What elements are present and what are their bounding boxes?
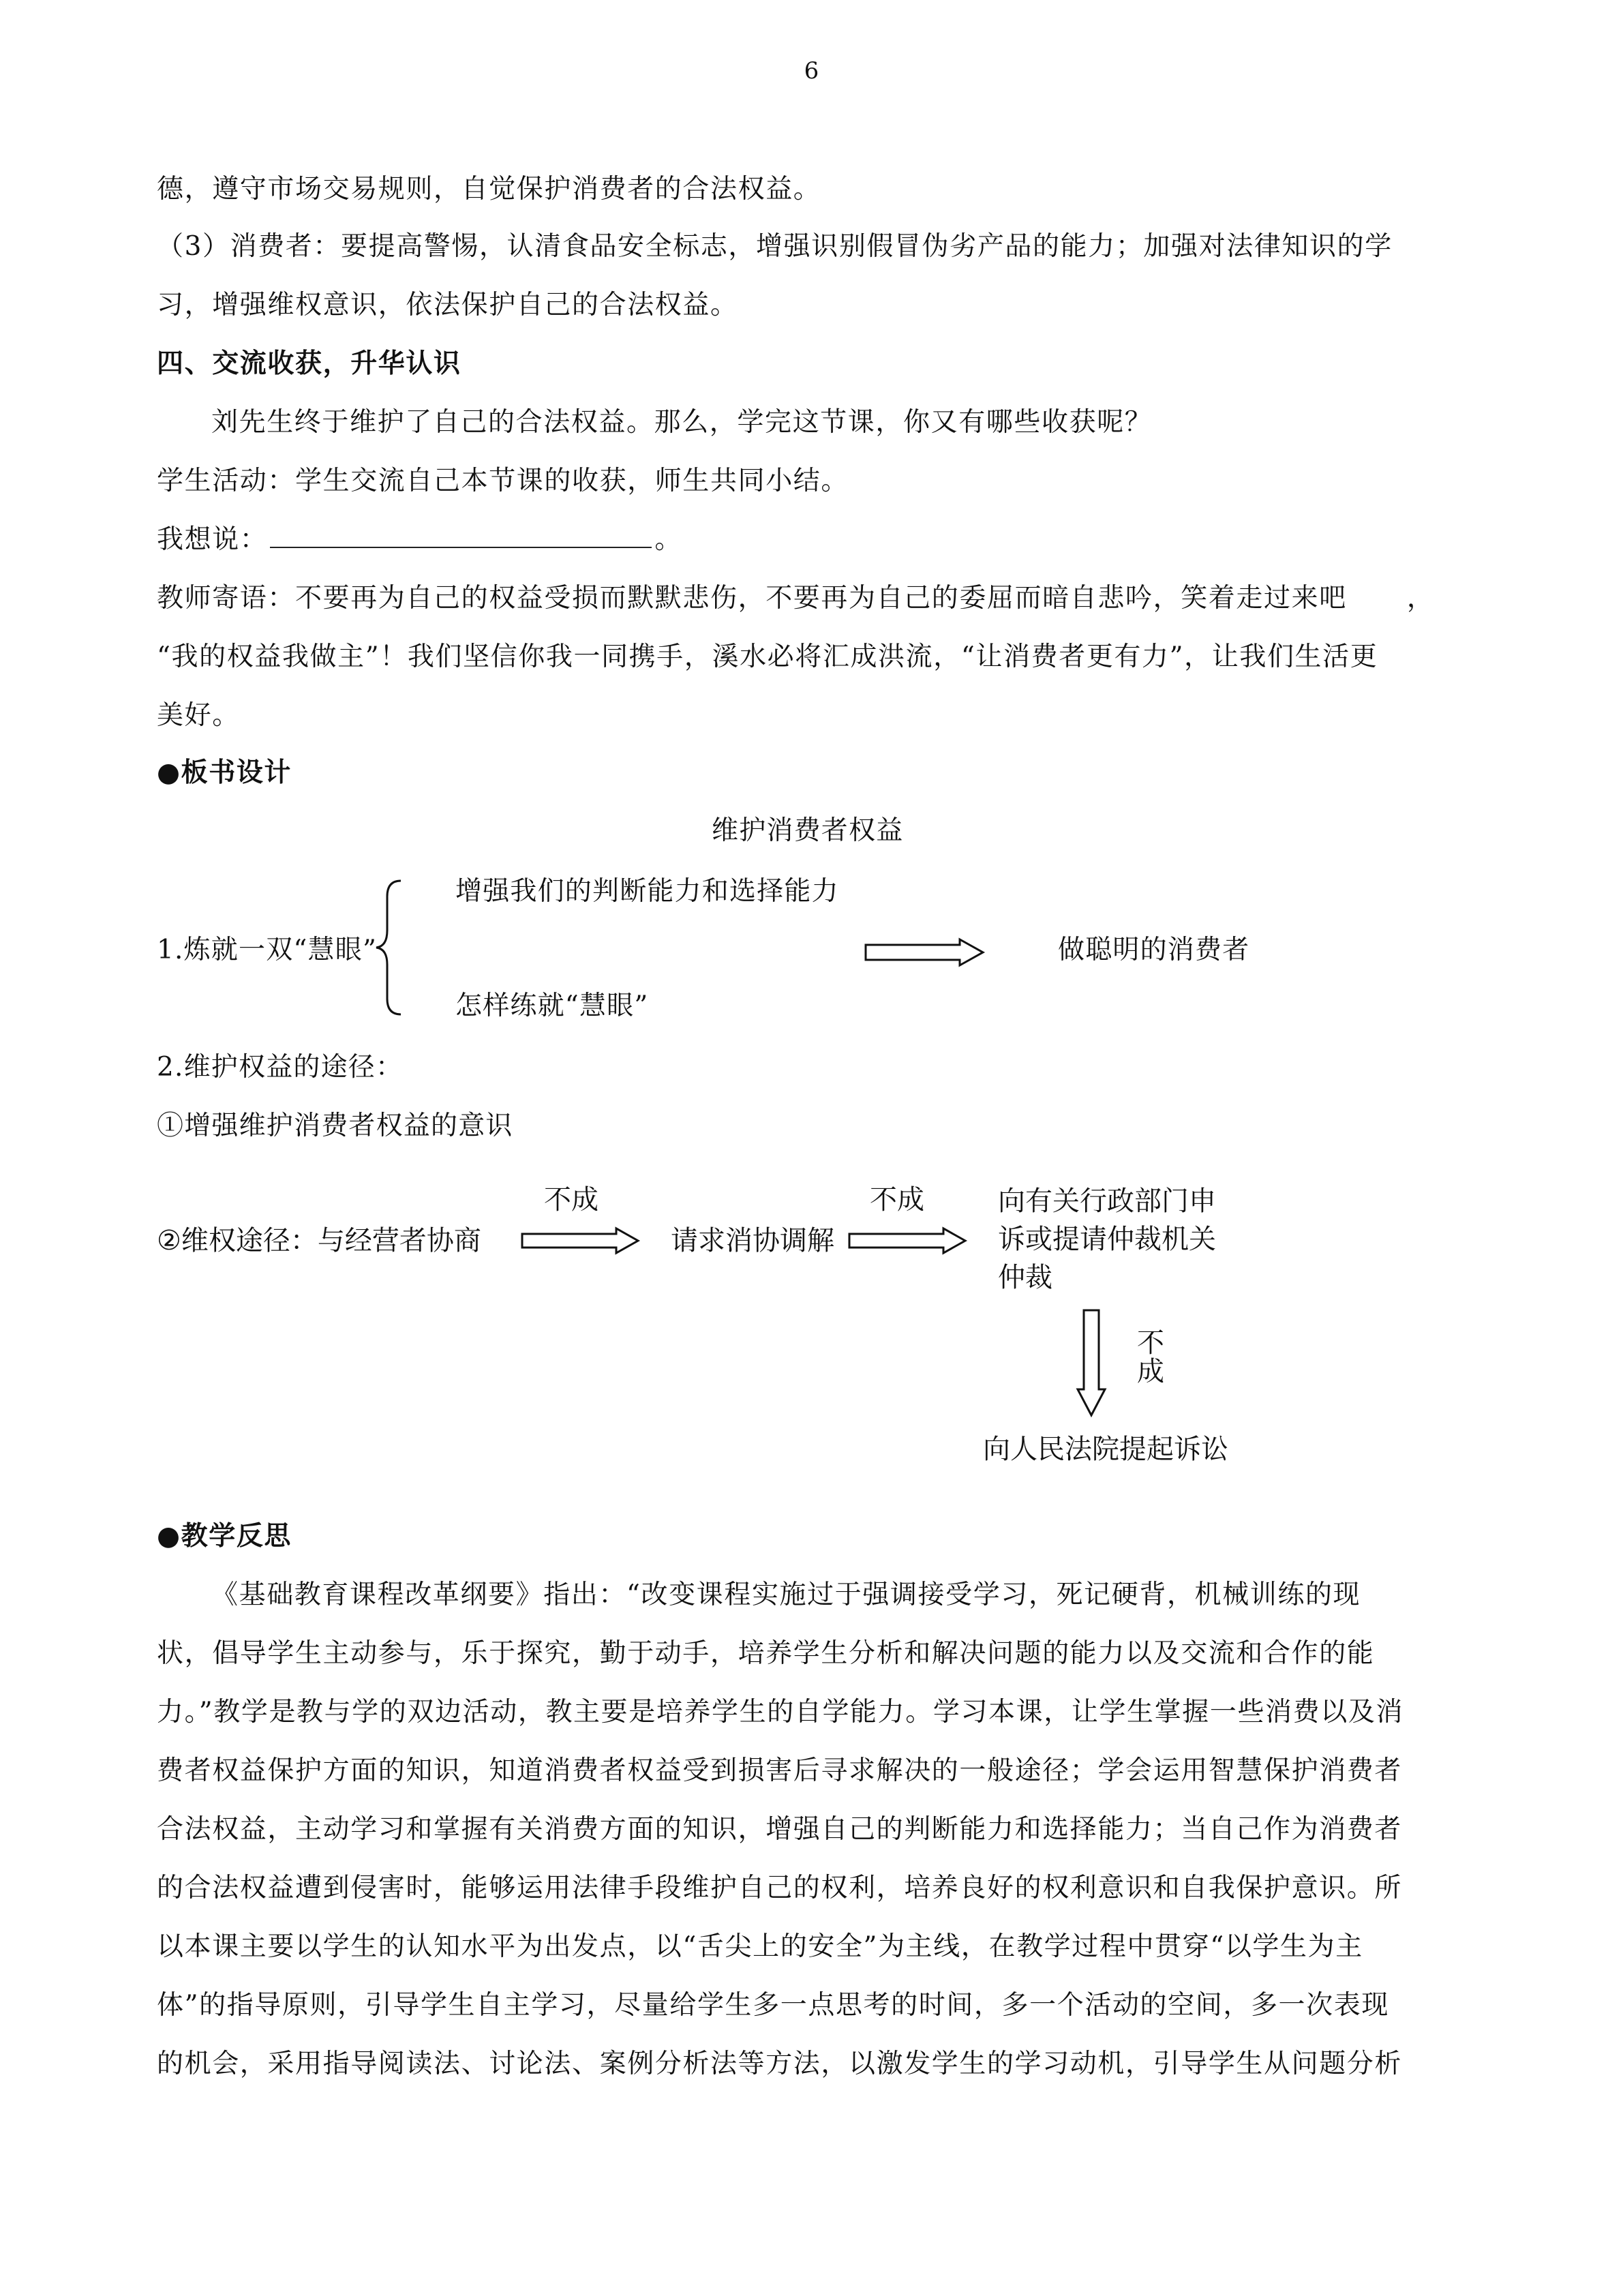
paragraph-line: 美好。 [157, 700, 240, 731]
reflection-line: 费者权益保护方面的知识，知道消费者权益受到损害后寻求解决的一般途径；学会运用智慧保护消费者 [157, 1755, 1403, 1786]
reflection-line: 《基础教育课程改革纲要》指出：“改变课程实施过于强调接受学习，死记硬背，机械训练的现 [211, 1580, 1361, 1610]
fill-in-end: 。 [654, 524, 683, 555]
reflection-line: 状，倡导学生主动参与，乐于探究，勤于动手，培养学生分析和解决问题的能力以及交流和合作的能 [157, 1638, 1375, 1669]
board-item1-label: 1.炼就一双“慧眼” [157, 935, 378, 965]
paragraph-comma: ， [1406, 583, 1435, 614]
paragraph-line: 学生活动：学生交流自己本节课的收获，师生共同小结。 [157, 466, 849, 496]
right-arrow-icon [864, 938, 986, 967]
fail-label-1: 不成 [544, 1184, 598, 1215]
reflection-heading: ●教学反思 [157, 1520, 292, 1552]
fill-in-blank [270, 524, 652, 548]
fill-in-line [157, 518, 682, 556]
paragraph-text: 教师寄语：不要再为自己的权益受损而默默悲伤，不要再为自己的委屈而暗自悲吟，笑着走过来吧 [157, 583, 1347, 614]
step-administrative-line: 诉或提请仲裁机关 [998, 1224, 1216, 1255]
fill-in-label: 我想说： [157, 524, 268, 555]
fail-label-2: 不成 [870, 1184, 924, 1215]
step-mediation: 请求消协调解 [671, 1225, 834, 1256]
paragraph-line: “我的权益我做主”！我们坚信你我一同携手，溪水必将汇成洪流，“让消费者更有力”，让我们生活更 [157, 641, 1378, 672]
paragraph-line: 习，增强维权意识，依法保护自己的合法权益。 [157, 290, 738, 320]
board-item1-bottom: 怎样练就“慧眼” [455, 991, 649, 1021]
section-heading: 四、交流收获，升华认识 [157, 348, 461, 379]
paragraph-line: 德，遵守市场交易规则，自觉保护消费者的合法权益。 [157, 174, 821, 205]
paragraph-line: （3）消费者：要提高警惕，认清食品安全标志，增强识别假冒伪劣产品的能力；加强对法律知识的学 [157, 231, 1393, 262]
step-lawsuit: 向人民法院提起诉讼 [983, 1434, 1228, 1465]
board-item1-top: 增强我们的判断能力和选择能力 [455, 876, 839, 907]
reflection-line: 合法权益，主动学习和掌握有关消费方面的知识，增强自己的判断能力和选择能力；当自己作为消费者 [157, 1814, 1403, 1845]
reflection-line: 力。”教学是教与学的双边活动，教主要是培养学生的自学能力。学习本课，让学生掌握一些消费以及消 [157, 1697, 1404, 1727]
reflection-line: 以本课主要以学生的认知水平为出发点，以“舌尖上的安全”为主线，在教学过程中贯穿“以学生为主 [157, 1931, 1363, 1962]
board-item2: 2.维护权益的途径： [157, 1052, 404, 1083]
paragraph-line: 刘先生终于维护了自己的合法权益。那么，学完这节课，你又有哪些收获呢？ [211, 407, 1153, 438]
board-item2-1: ①增强维护消费者权益的意识 [157, 1111, 513, 1141]
reflection-line: 的机会，采用指导阅读法、讨论法、案例分析法等方法，以激发学生的学习动机，引导学生从问题分析 [157, 2049, 1403, 2079]
brace-icon [374, 879, 408, 1016]
right-arrow-icon [521, 1227, 641, 1254]
board-item2-2-label: ②维权途径：与经营者协商 [157, 1225, 481, 1256]
reflection-line: 的合法权益遭到侵害时，能够运用法律手段维护自己的权利，培养良好的权利意识和自我保护意识。所 [157, 1873, 1403, 1903]
board-title: 维护消费者权益 [712, 815, 904, 846]
step-administrative-line: 向有关行政部门申 [998, 1185, 1216, 1217]
fail-label-3: 不 [1137, 1327, 1164, 1359]
board-design-heading: ●板书设计 [157, 757, 292, 788]
page-number: 6 [804, 57, 819, 85]
fail-label-3: 成 [1137, 1356, 1164, 1387]
right-arrow-icon [848, 1227, 968, 1254]
reflection-line: 体”的指导原则，引导学生自主学习，尽量给学生多一点思考的时间，多一个活动的空间，多一次表现 [157, 1990, 1389, 2021]
paragraph-line [157, 577, 1434, 615]
board-item1-result: 做聪明的消费者 [1058, 935, 1250, 965]
step-administrative-line: 仲裁 [998, 1262, 1052, 1293]
down-arrow-icon [1076, 1309, 1107, 1418]
